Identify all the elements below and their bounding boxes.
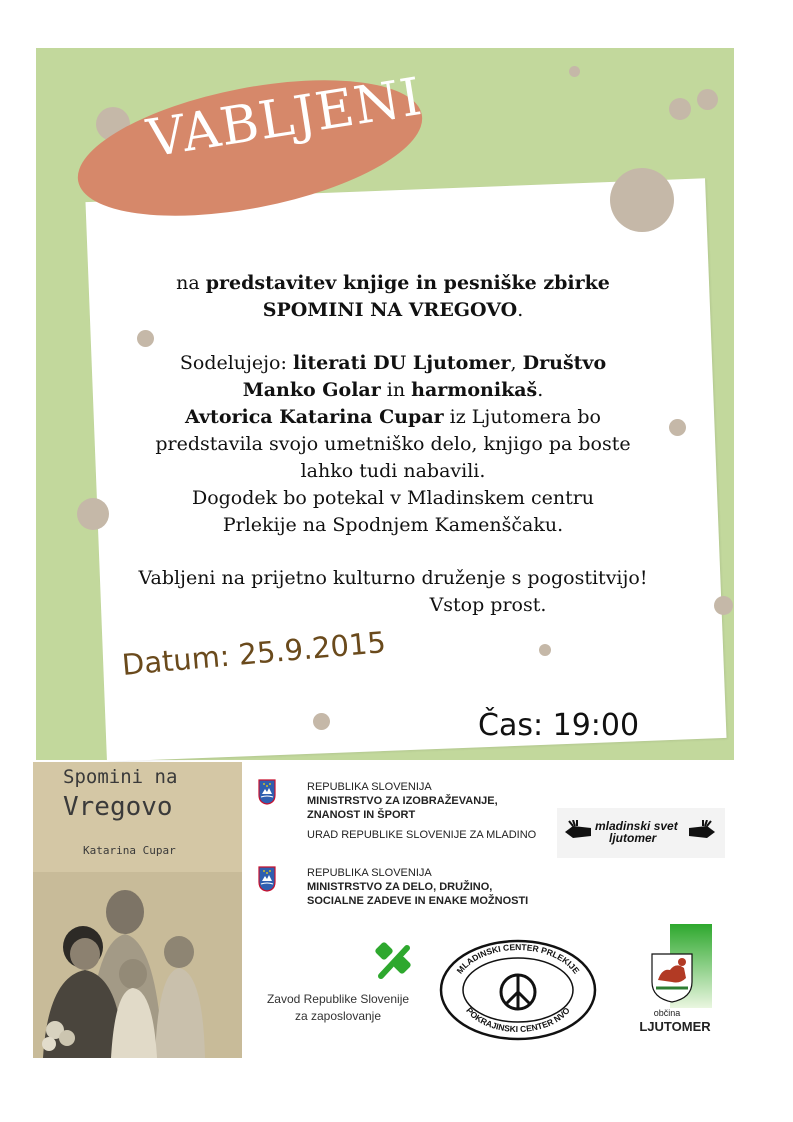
zrss-logo-icon [375, 940, 415, 982]
ministry-line: REPUBLIKA SLOVENIJA [307, 781, 432, 793]
obcina-label: občina [653, 1008, 681, 1018]
invite-text: . [517, 299, 524, 321]
book-cover [33, 762, 242, 1058]
decor-dot [697, 89, 718, 110]
author-name-text: Avtorica Katarina Cupar [185, 406, 444, 428]
zrss-logo-text [264, 991, 412, 1025]
invite-text: Sodelujejo: [179, 352, 293, 374]
hand-right-icon [687, 820, 717, 846]
ljutomer-crest-icon [652, 954, 692, 1002]
invite-text: Vabljeni na prijetno kulturno druženje s pogostitvijo! [138, 567, 648, 589]
decor-dot [313, 713, 330, 730]
invite-text: in [380, 379, 412, 401]
zrss-name: za zaposlovanje [294, 1009, 382, 1023]
ministry-labour-logo-text [307, 866, 528, 908]
book-title-line: Spomini na [63, 766, 178, 788]
ministry-line: URAD REPUBLIKE SLOVENIJE ZA MLADINO [307, 829, 537, 841]
decor-dot [569, 66, 580, 77]
decor-dot [610, 168, 674, 232]
entry-text: Vstop prost. [429, 594, 547, 616]
book-title [63, 766, 177, 822]
slovenia-coat-of-arms-icon [258, 866, 276, 892]
invite-bold-text: harmonikaš [411, 379, 538, 401]
mcp-bottom-text: POKRAJINSKI CENTER NVO [464, 1005, 572, 1035]
venue-text: Prlekije na Spodnjem Kamenščaku. [222, 514, 564, 536]
ministry-line: ZNANOST IN ŠPORT [307, 809, 416, 821]
invite-text: iz Ljutomera bo [443, 406, 601, 428]
decor-dot [77, 498, 109, 530]
ministry-education-logo-text [307, 780, 536, 842]
event-date: Datum: 25.9.2015 [120, 624, 388, 682]
ministry-line: MINISTRSTVO ZA DELO, DRUŽINO, [307, 881, 493, 893]
mladinski-svet-logo [557, 808, 725, 858]
invite-bold-text: literati DU Ljutomer [292, 352, 511, 374]
decor-dot [714, 596, 733, 615]
decor-dot [539, 644, 551, 656]
invite-bold-text: Društvo [522, 352, 607, 374]
venue-text: Dogodek bo potekal v Mladinskem centru [191, 487, 595, 509]
invite-text: , [510, 352, 523, 374]
obcina-ljutomer-logo [640, 924, 716, 1008]
ministry-line: REPUBLIKA SLOVENIJA [307, 867, 432, 879]
invite-text: predstavila svojo umetniško delo, knjigo pa boste [155, 433, 631, 455]
slovenia-coat-of-arms-icon [258, 779, 276, 805]
ministry-line: MINISTRSTVO ZA IZOBRAŽEVANJE, [307, 795, 498, 807]
book-name-text: SPOMINI NA VREGOVO [262, 299, 518, 321]
banner-title: VABLJENI [143, 67, 427, 170]
invite-text: . [537, 379, 544, 401]
family-photo-image [33, 872, 242, 1058]
invite-bold-text: predstavitev knjige in pesniške zbirke [205, 272, 610, 294]
book-title-line: Vregovo [63, 792, 173, 822]
decor-dot [669, 98, 691, 120]
book-author: Katarina Cupar [83, 844, 176, 857]
invite-text: lahko tudi nabavili. [300, 460, 486, 482]
mcp-top-text: MLADINSKI CENTER PRLEKIJE [454, 941, 582, 976]
mladinski-svet-city: ljutomer [609, 831, 657, 845]
zrss-name: Zavod Republike Slovenije [266, 992, 410, 1006]
ljutomer-label: LJUTOMER [639, 1019, 711, 1034]
invitation-text [108, 270, 678, 619]
ministry-line: SOCIALNE ZADEVE IN ENAKE MOŽNOSTI [307, 895, 529, 907]
invite-bold-text: Manko Golar [242, 379, 381, 401]
invite-text: na [176, 272, 206, 294]
mladinski-center-prlekije-logo [438, 938, 598, 1042]
mladinski-svet-name: mladinski svet [595, 819, 678, 833]
event-time: Čas: 19:00 [478, 708, 640, 743]
hand-left-icon [563, 820, 593, 846]
